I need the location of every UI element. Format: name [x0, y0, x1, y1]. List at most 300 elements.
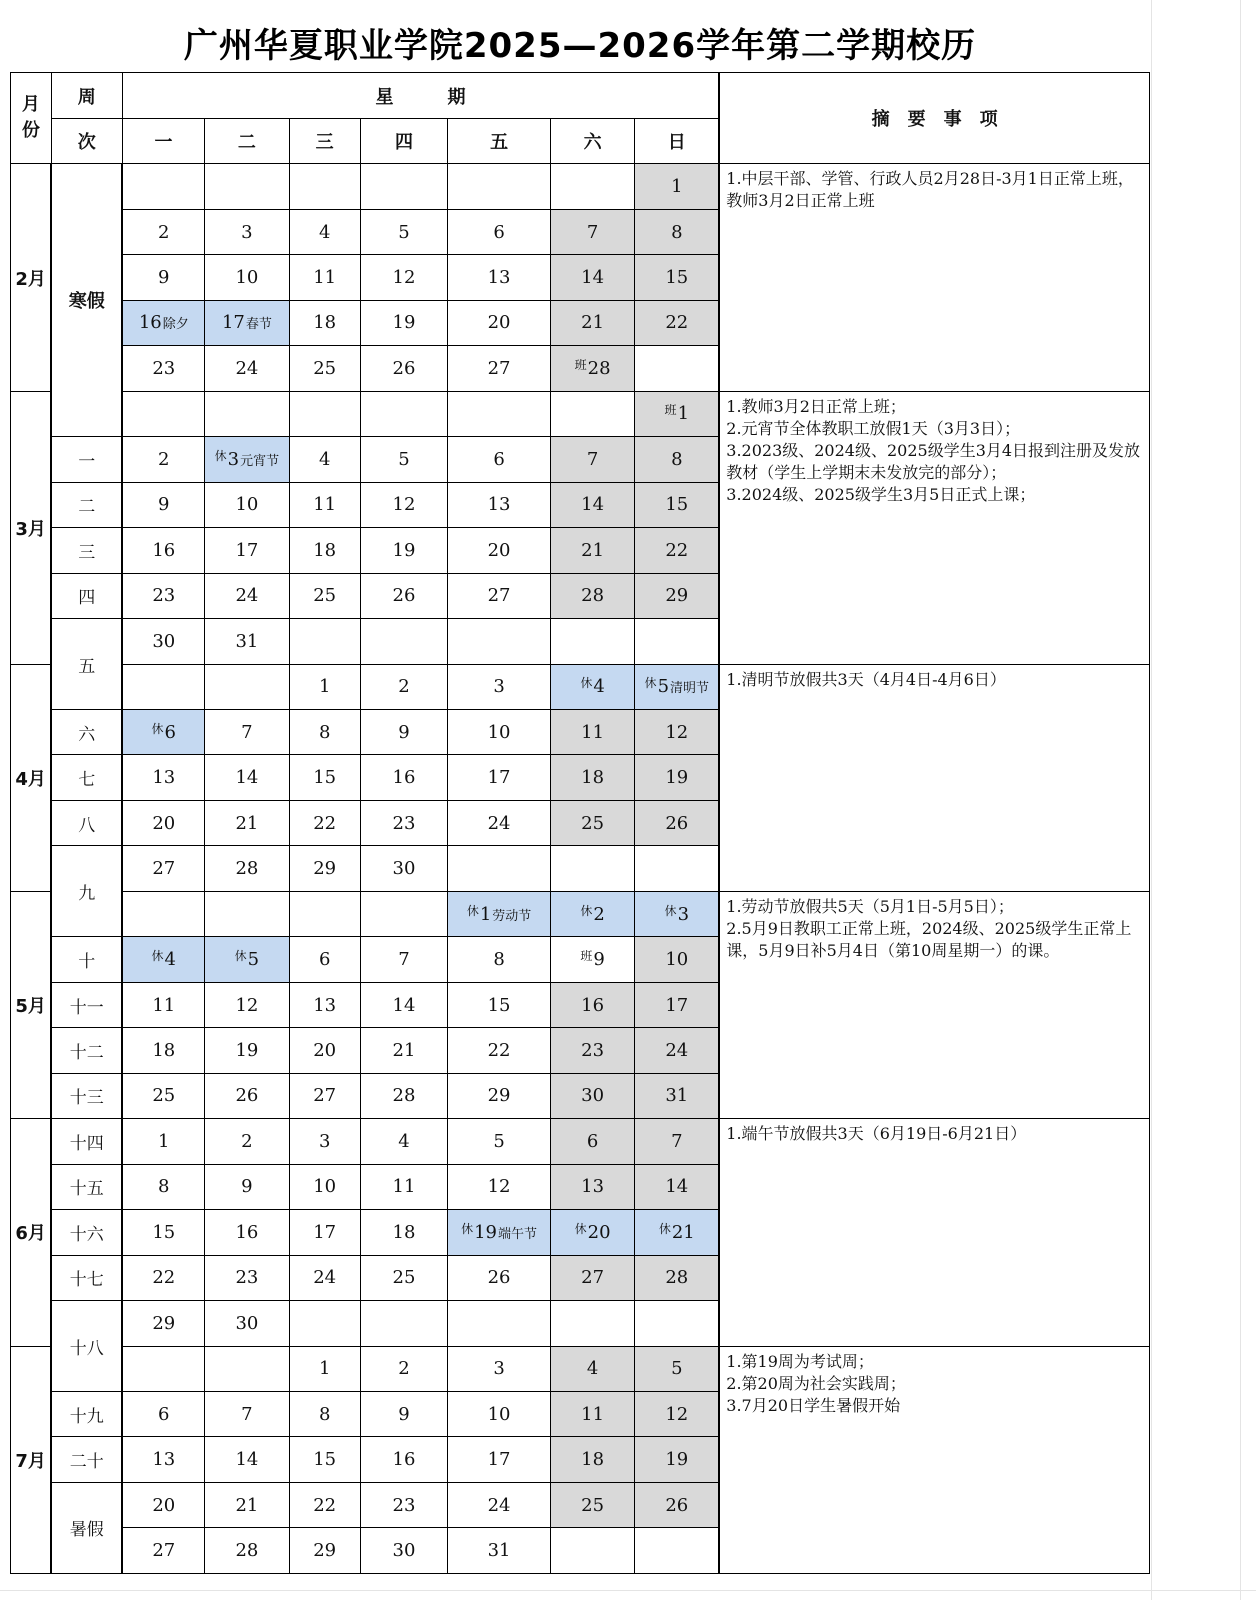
day-number: 4 — [318, 448, 331, 470]
day-cell-thu — [360, 846, 447, 891]
day-cell-fri — [448, 346, 551, 391]
day-cell-thu — [360, 1392, 447, 1437]
day-number: 30 — [392, 858, 416, 880]
day-cell-wed — [289, 391, 360, 436]
day-number: 20 — [313, 1039, 337, 1061]
summary-note-line: 1.教师3月2日正常上班； — [726, 396, 906, 416]
day-number: 16 — [581, 994, 605, 1016]
weekday-header-fri: 五 — [448, 119, 551, 164]
day-number: 23 — [392, 1494, 416, 1516]
day-number: 18 — [581, 1449, 605, 1471]
summary-notes-feb — [719, 164, 1149, 391]
weekday-header-sat: 六 — [550, 119, 634, 164]
day-cell-sat — [550, 164, 634, 209]
day-number: 12 — [392, 494, 416, 516]
day-cell-mon — [122, 300, 204, 345]
day-cell-tue — [205, 164, 289, 209]
day-cell-sat — [550, 1210, 634, 1255]
day-cell-sat — [550, 573, 634, 618]
day-cell-tue — [205, 1028, 289, 1073]
day-cell-thu — [360, 1301, 447, 1346]
week-number: 十七 — [51, 1255, 122, 1300]
day-cell-mon — [122, 709, 204, 754]
day-cell-wed — [289, 1528, 360, 1574]
holiday-label: 劳动节 — [492, 908, 532, 924]
day-cell-sat — [550, 346, 634, 391]
day-number: 6 — [318, 949, 331, 971]
day-number: 13 — [487, 494, 511, 516]
day-number: 2 — [241, 1130, 253, 1152]
day-number: 9 — [158, 267, 170, 289]
day-number: 14 — [665, 1176, 689, 1198]
day-number: 1 — [318, 676, 331, 698]
day-cell-fri — [448, 391, 551, 436]
day-number: 14 — [235, 767, 259, 789]
day-number: 13 — [152, 1449, 176, 1471]
day-number: 19 — [474, 1221, 498, 1243]
day-cell-thu — [360, 982, 447, 1027]
day-cell-mon — [122, 482, 204, 527]
day-number: 4 — [398, 1130, 410, 1152]
day-cell-fri — [448, 1073, 551, 1118]
day-cell-sat — [550, 391, 634, 436]
week-number: 六 — [51, 709, 122, 754]
day-cell-sun — [635, 346, 719, 391]
day-number: 11 — [392, 1176, 416, 1198]
day-cell-thu — [360, 573, 447, 618]
day-cell-mon — [122, 1164, 204, 1209]
summary-note-line: 3.2023级、2024级、2025级学生3月4日报到注册及发放教材（学生上学期末未发放完的部分）； — [726, 440, 1141, 482]
day-cell-fri — [448, 1437, 551, 1482]
day-number: 26 — [392, 585, 416, 607]
day-cell-thu — [360, 391, 447, 436]
day-number: 21 — [392, 1039, 416, 1061]
holiday-label: 端午节 — [498, 1226, 538, 1242]
day-number: 29 — [665, 585, 689, 607]
day-cell-fri — [448, 664, 551, 709]
summary-note-line: 1.端午节放假共3天（6月19日-6月21日） — [726, 1124, 1027, 1144]
day-number: 2 — [398, 1358, 410, 1380]
day-number: 18 — [313, 539, 337, 561]
day-number: 26 — [487, 1267, 511, 1289]
day-status-tag: 休 — [658, 1221, 671, 1236]
day-cell-mon — [122, 164, 204, 209]
day-cell-sun — [635, 619, 719, 664]
day-cell-wed — [289, 300, 360, 345]
day-number: 25 — [392, 1267, 416, 1289]
day-cell-sun — [635, 209, 719, 254]
day-number: 10 — [487, 1403, 511, 1425]
day-number: 6 — [158, 1403, 170, 1425]
day-cell-thu — [360, 255, 447, 300]
week-number: 十四 — [51, 1119, 122, 1164]
day-number: 18 — [581, 767, 605, 789]
day-number: 10 — [235, 267, 259, 289]
day-cell-mon — [122, 1346, 204, 1391]
day-cell-thu — [360, 709, 447, 754]
day-cell-tue — [205, 1346, 289, 1391]
day-cell-tue — [205, 300, 289, 345]
day-status-tag: 休 — [644, 676, 657, 691]
summary-notes-mar — [719, 391, 1149, 664]
day-number: 8 — [671, 221, 683, 243]
day-cell-sat — [550, 1073, 634, 1118]
week-row — [11, 391, 1150, 436]
weekday-header-wed: 三 — [289, 119, 360, 164]
day-number: 19 — [665, 1449, 689, 1471]
day-cell-mon — [122, 1301, 204, 1346]
day-cell-sat — [550, 619, 634, 664]
day-cell-tue — [205, 755, 289, 800]
day-number: 16 — [392, 767, 416, 789]
day-cell-wed — [289, 709, 360, 754]
day-cell-sat — [550, 482, 634, 527]
summary-note-line: 1.清明节放假共3天（4月4日-4月6日） — [726, 669, 1006, 689]
weekday-group-header: 星 期 — [122, 73, 719, 119]
day-cell-sat — [550, 300, 634, 345]
day-cell-sat — [550, 437, 634, 482]
week-column-header: 周 — [51, 73, 122, 119]
week-row — [11, 164, 1150, 209]
day-cell-thu — [360, 164, 447, 209]
day-number: 21 — [235, 812, 259, 834]
day-number: 7 — [586, 448, 599, 470]
day-number: 24 — [665, 1039, 689, 1061]
day-cell-thu — [360, 619, 447, 664]
day-cell-fri — [448, 1028, 551, 1073]
day-cell-wed — [289, 1301, 360, 1346]
day-number: 4 — [164, 949, 176, 971]
day-number: 9 — [398, 1403, 410, 1425]
week-row — [11, 1119, 1150, 1164]
day-cell-sun — [635, 528, 719, 573]
day-cell-fri — [448, 437, 551, 482]
summary-notes-jul — [719, 1346, 1149, 1573]
week-row — [11, 891, 1150, 936]
calendar-body — [11, 73, 1150, 1574]
day-cell-wed — [289, 1119, 360, 1164]
day-cell-sun — [635, 482, 719, 527]
day-number: 21 — [235, 1494, 259, 1516]
day-cell-wed — [289, 1073, 360, 1118]
day-number: 13 — [487, 267, 511, 289]
day-cell-tue — [205, 800, 289, 845]
day-number: 22 — [152, 1267, 176, 1289]
day-number: 25 — [313, 585, 337, 607]
day-number: 3 — [318, 1130, 331, 1152]
day-cell-sat — [550, 1528, 634, 1574]
day-cell-tue — [205, 664, 289, 709]
day-cell-mon — [122, 1028, 204, 1073]
day-cell-sat — [550, 528, 634, 573]
weekday-header-mon: 一 — [122, 119, 204, 164]
day-cell-tue — [205, 1437, 289, 1482]
day-number: 30 — [392, 1540, 416, 1562]
week-number: 十五 — [51, 1164, 122, 1209]
day-number: 2 — [593, 903, 605, 925]
day-number: 16 — [235, 1221, 259, 1243]
day-cell-fri — [448, 982, 551, 1027]
day-number: 11 — [581, 1403, 605, 1425]
day-cell-wed — [289, 1028, 360, 1073]
month-label: 4月 — [11, 664, 52, 891]
day-number: 29 — [487, 1085, 511, 1107]
month-label: 5月 — [11, 891, 52, 1118]
day-cell-sat — [550, 209, 634, 254]
week-number: 十一 — [51, 982, 122, 1027]
week-number: 五 — [51, 619, 122, 710]
day-number: 29 — [313, 1540, 337, 1562]
day-cell-sun — [635, 846, 719, 891]
day-cell-thu — [360, 528, 447, 573]
day-cell-wed — [289, 1482, 360, 1527]
day-number: 13 — [152, 767, 176, 789]
day-number: 27 — [152, 1540, 176, 1562]
day-cell-fri — [448, 1346, 551, 1391]
week-number: 三 — [51, 528, 122, 573]
day-cell-mon — [122, 1255, 204, 1300]
day-cell-sat — [550, 755, 634, 800]
day-number: 8 — [671, 448, 683, 470]
day-cell-fri — [448, 1301, 551, 1346]
day-number: 1 — [677, 403, 690, 425]
day-cell-sun — [635, 664, 719, 709]
day-number: 3 — [493, 676, 505, 698]
sheet-gridline — [1151, 0, 1152, 1600]
day-cell-thu — [360, 209, 447, 254]
day-cell-sun — [635, 800, 719, 845]
day-number: 25 — [313, 357, 337, 379]
day-number: 17 — [221, 312, 245, 334]
day-cell-mon — [122, 391, 204, 436]
day-cell-thu — [360, 346, 447, 391]
day-number: 26 — [392, 357, 416, 379]
day-cell-sat — [550, 1028, 634, 1073]
day-number: 6 — [164, 721, 176, 743]
day-cell-thu — [360, 755, 447, 800]
day-number: 10 — [665, 949, 689, 971]
day-number: 23 — [392, 812, 416, 834]
day-number: 30 — [152, 630, 176, 652]
summary-notes-apr — [719, 664, 1149, 891]
day-number: 28 — [235, 858, 259, 880]
day-cell-sun — [635, 1346, 719, 1391]
day-number: 22 — [665, 312, 689, 334]
day-cell-thu — [360, 1028, 447, 1073]
day-cell-fri — [448, 1255, 551, 1300]
day-cell-sun — [635, 1301, 719, 1346]
summary-column-header: 摘 要 事 项 — [719, 73, 1149, 164]
day-number: 14 — [392, 994, 416, 1016]
day-cell-tue — [205, 528, 289, 573]
day-number: 5 — [493, 1130, 505, 1152]
summary-note-line: 2.第20周为社会实践周； — [726, 1373, 906, 1393]
day-cell-mon — [122, 209, 204, 254]
day-number: 19 — [392, 312, 416, 334]
day-number: 24 — [487, 812, 511, 834]
day-cell-wed — [289, 664, 360, 709]
day-cell-sat — [550, 709, 634, 754]
day-number: 17 — [313, 1221, 337, 1243]
day-number: 27 — [313, 1085, 337, 1107]
day-cell-mon — [122, 1528, 204, 1574]
day-number: 16 — [152, 539, 176, 561]
day-number: 19 — [235, 1039, 259, 1061]
day-number: 22 — [313, 1494, 337, 1516]
day-number: 1 — [318, 1358, 331, 1380]
day-cell-sun — [635, 164, 719, 209]
day-number: 14 — [581, 494, 605, 516]
day-number: 29 — [313, 858, 337, 880]
day-cell-sat — [550, 800, 634, 845]
day-number: 12 — [392, 267, 416, 289]
day-cell-sat — [550, 891, 634, 936]
day-number: 7 — [586, 221, 599, 243]
day-number: 24 — [487, 1494, 511, 1516]
day-cell-fri — [448, 619, 551, 664]
summary-note-line: 1.中层干部、学管、行政人员2月28日-3月1日正常上班，教师3月2日正常上班 — [726, 169, 1134, 211]
day-cell-tue — [205, 1255, 289, 1300]
week-row — [11, 1346, 1150, 1391]
day-number: 21 — [581, 539, 605, 561]
day-cell-tue — [205, 937, 289, 982]
day-number: 9 — [241, 1176, 253, 1198]
day-cell-sun — [635, 1028, 719, 1073]
day-cell-mon — [122, 346, 204, 391]
sheet-gridline — [0, 1590, 1256, 1591]
day-cell-fri — [448, 709, 551, 754]
day-cell-wed — [289, 846, 360, 891]
day-cell-sat — [550, 937, 634, 982]
day-cell-thu — [360, 1164, 447, 1209]
day-number: 9 — [398, 721, 410, 743]
day-number: 25 — [152, 1085, 176, 1107]
day-cell-tue — [205, 1482, 289, 1527]
day-number: 3 — [677, 903, 690, 925]
day-cell-thu — [360, 1437, 447, 1482]
day-cell-sun — [635, 1210, 719, 1255]
day-cell-sat — [550, 664, 634, 709]
day-number: 6 — [493, 221, 505, 243]
day-cell-sun — [635, 891, 719, 936]
month-label: 7月 — [11, 1346, 52, 1573]
day-cell-fri — [448, 846, 551, 891]
day-number: 17 — [235, 539, 259, 561]
day-cell-tue — [205, 1392, 289, 1437]
day-number: 19 — [665, 767, 689, 789]
day-cell-wed — [289, 619, 360, 664]
day-number: 17 — [487, 1449, 511, 1471]
day-number: 8 — [493, 949, 505, 971]
day-cell-mon — [122, 255, 204, 300]
day-cell-thu — [360, 482, 447, 527]
day-cell-mon — [122, 800, 204, 845]
day-number: 12 — [665, 1403, 689, 1425]
day-status-tag: 休 — [151, 949, 164, 964]
day-cell-sat — [550, 1301, 634, 1346]
day-number: 4 — [318, 221, 331, 243]
day-cell-thu — [360, 1482, 447, 1527]
summary-notes-jun — [719, 1119, 1149, 1346]
day-number: 13 — [313, 994, 337, 1016]
day-number: 30 — [581, 1085, 605, 1107]
day-status-tag: 休 — [664, 903, 677, 918]
day-number: 5 — [671, 1358, 683, 1380]
day-cell-wed — [289, 573, 360, 618]
day-cell-thu — [360, 891, 447, 936]
day-number: 14 — [581, 267, 605, 289]
holiday-label: 元宵节 — [240, 453, 280, 469]
day-number: 5 — [398, 221, 410, 243]
day-number: 20 — [487, 539, 511, 561]
day-number: 15 — [665, 267, 689, 289]
header-row — [11, 73, 1150, 119]
day-cell-fri — [448, 573, 551, 618]
day-number: 10 — [487, 721, 511, 743]
day-number: 15 — [665, 494, 689, 516]
day-number: 2 — [158, 448, 170, 470]
week-number: 暑假 — [51, 1482, 122, 1573]
day-cell-mon — [122, 982, 204, 1027]
day-cell-tue — [205, 982, 289, 1027]
day-number: 8 — [318, 721, 331, 743]
day-cell-fri — [448, 800, 551, 845]
day-number: 5 — [398, 448, 410, 470]
day-cell-tue — [205, 1119, 289, 1164]
day-cell-sun — [635, 1437, 719, 1482]
day-number: 26 — [665, 812, 689, 834]
day-cell-sat — [550, 982, 634, 1027]
day-number: 11 — [152, 994, 176, 1016]
day-number: 17 — [665, 994, 689, 1016]
day-cell-wed — [289, 755, 360, 800]
day-cell-mon — [122, 1392, 204, 1437]
week-number: 九 — [51, 846, 122, 937]
school-calendar-table — [10, 72, 1150, 1574]
day-cell-fri — [448, 255, 551, 300]
day-cell-wed — [289, 209, 360, 254]
day-cell-tue — [205, 1301, 289, 1346]
day-cell-mon — [122, 619, 204, 664]
day-number: 5 — [657, 676, 670, 698]
day-cell-sat — [550, 846, 634, 891]
day-cell-sun — [635, 709, 719, 754]
week-number: 四 — [51, 573, 122, 618]
day-number: 15 — [313, 767, 337, 789]
day-number: 3 — [241, 221, 253, 243]
day-cell-sun — [635, 300, 719, 345]
day-cell-fri — [448, 755, 551, 800]
day-cell-thu — [360, 437, 447, 482]
day-number: 27 — [487, 357, 511, 379]
day-cell-sun — [635, 391, 719, 436]
day-number: 23 — [235, 1267, 259, 1289]
day-cell-sat — [550, 1392, 634, 1437]
day-cell-mon — [122, 846, 204, 891]
day-cell-sun — [635, 1119, 719, 1164]
day-cell-thu — [360, 1119, 447, 1164]
day-number: 20 — [587, 1221, 611, 1243]
day-cell-wed — [289, 1346, 360, 1391]
day-number: 24 — [235, 357, 259, 379]
day-number: 24 — [235, 585, 259, 607]
day-number: 19 — [392, 539, 416, 561]
day-cell-tue — [205, 1210, 289, 1255]
day-number: 11 — [313, 494, 337, 516]
day-number: 5 — [247, 949, 260, 971]
day-cell-thu — [360, 800, 447, 845]
day-cell-wed — [289, 982, 360, 1027]
